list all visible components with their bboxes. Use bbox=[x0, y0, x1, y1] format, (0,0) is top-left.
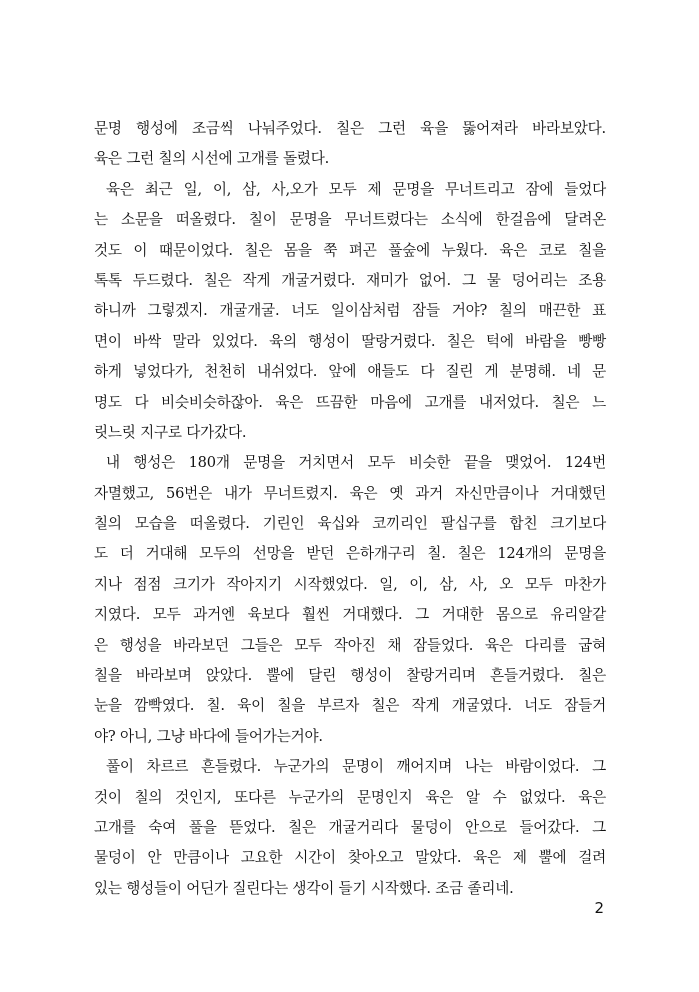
text-line: 지나 점점 크기가 작아지기 시작했었다. 일, 이, 삼, 사, 오 모두 마찬가 bbox=[94, 575, 606, 593]
text-line: 물덩이 안 만큼이나 고요한 시간이 찾아오고 말았다. 육은 제 뿔에 걸려 bbox=[94, 849, 606, 867]
text-line: 칠의 모습을 떠올렸다. 기린인 육십와 코끼리인 팔십구를 합친 크기보다 bbox=[94, 515, 606, 533]
text-line: 육은 최근 일, 이, 삼, 사,오가 모두 제 문명을 무너트리고 잠에 들었다 bbox=[106, 180, 606, 198]
text-line: 칠을 바라보며 앉았다. 뿔에 달린 행성이 찰랑거리며 흔들거렸다. 칠은 bbox=[94, 667, 606, 685]
text-line: 톡톡 두드렸다. 칠은 작게 개굴거렸다. 재미가 없어. 그 물 덩어리는 조용 bbox=[94, 271, 606, 289]
text-line: 은 행성을 바라보던 그들은 모두 작아진 채 잠들었다. 육은 다리를 굽혀 bbox=[94, 636, 606, 654]
text-line: 릿느릿 지구로 다가갔다. bbox=[94, 423, 247, 441]
text-line: 는 소문을 떠올렸다. 칠이 문명을 무너트렸다는 소식에 한걸음에 달려온 bbox=[94, 211, 606, 229]
story-text bbox=[94, 114, 606, 904]
text-line: 것이 칠의 것인지, 또다른 누군가의 문명인지 육은 알 수 없었다. 육은 bbox=[94, 788, 606, 806]
text-line: 자멸했고, 56번은 내가 무너트렸지. 육은 옛 과거 자신만큼이나 거대했던 bbox=[94, 484, 606, 502]
paragraph bbox=[94, 175, 606, 449]
paragraph bbox=[94, 448, 606, 752]
text-line: 도 더 거대해 모두의 선망을 받던 은하개구리 칠. 칠은 124개의 문명을 bbox=[94, 545, 606, 563]
text-line: 풀이 차르르 흔들렸다. 누군가의 문명이 깨어지며 나는 바람이었다. 그 bbox=[106, 758, 606, 776]
text-line: 명도 다 비슷비슷하잖아. 육은 뜨끔한 마음에 고개를 내저었다. 칠은 느 bbox=[94, 393, 606, 411]
text-line: 육은 그런 칠의 시선에 고개를 돌렸다. bbox=[94, 150, 330, 168]
text-line: 고개를 숙여 풀을 뜯었다. 칠은 개굴거리다 물덩이 안으로 들어갔다. 그 bbox=[94, 818, 606, 836]
text-line: 문명 행성에 조금씩 나눠주었다. 칠은 그런 육을 뚫어져라 바라보았다. bbox=[94, 120, 606, 137]
text-line: 지였다. 모두 과거엔 육보다 훨씬 거대했다. 그 거대한 몸으로 유리알같 bbox=[94, 606, 606, 624]
text-line: 하게 넣었다가, 천천히 내쉬었다. 앞에 애들도 다 질린 게 분명해. 네 문 bbox=[94, 363, 606, 381]
text-line: 눈을 깜빡였다. 칠. 육이 칠을 부르자 칠은 작게 개굴였다. 너도 잠들거 bbox=[94, 697, 606, 715]
text-line: 면이 바싹 말라 있었다. 육의 행성이 딸랑거렸다. 칠은 턱에 바람을 빵빵 bbox=[94, 332, 606, 350]
paragraph bbox=[94, 752, 606, 904]
text-line: 야? 아니, 그냥 바다에 들어가는거야. bbox=[94, 727, 323, 745]
page-number: 2 bbox=[594, 899, 604, 917]
text-line: 하니까 그렇겠지. 개굴개굴. 너도 일이삼처럼 잠들 거야? 칠의 매끈한 표 bbox=[94, 302, 606, 320]
text-line: 있는 행성들이 어딘가 질린다는 생각이 들기 시작했다. 조금 졸리네. bbox=[94, 879, 514, 897]
text-line: 것도 이 때문이었다. 칠은 몸을 쭉 펴곤 풀숲에 누웠다. 육은 코로 칠을 bbox=[94, 241, 606, 259]
text-line: 내 행성은 180개 문명을 거치면서 모두 비슷한 끝을 맺었어. 124번 bbox=[106, 454, 606, 472]
paragraph bbox=[94, 114, 606, 175]
